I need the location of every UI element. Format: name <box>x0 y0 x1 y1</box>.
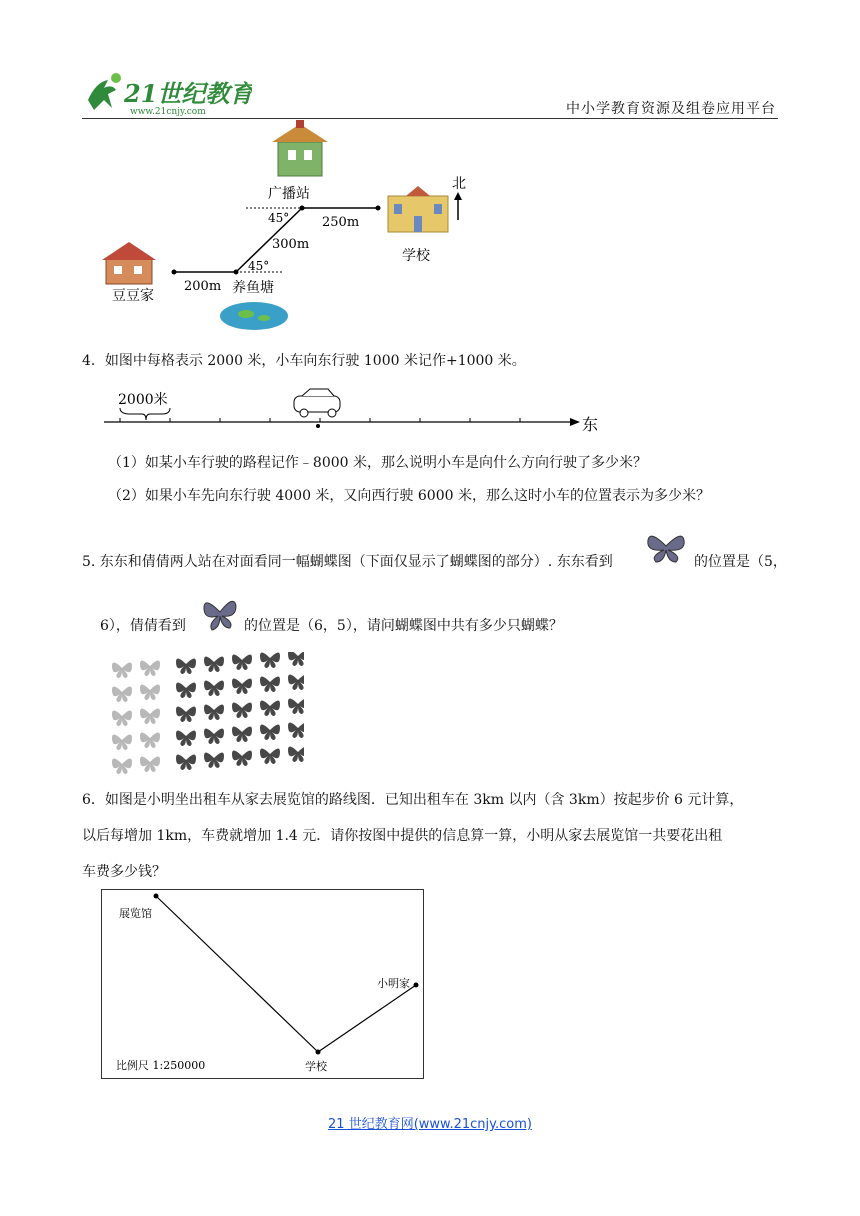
distance-200: 200m <box>184 279 222 294</box>
school-icon <box>388 186 448 232</box>
north-arrow-icon <box>454 192 462 200</box>
scale-text: 比例尺 1:250000 <box>116 1059 206 1072</box>
station-label: 广播站 <box>268 186 310 202</box>
butterfly-mark <box>204 752 224 768</box>
car-icon <box>294 389 340 417</box>
butterfly-mark <box>288 652 304 666</box>
taxi-route-map <box>101 889 425 1080</box>
butterfly-icon <box>644 526 690 566</box>
school-label: 学校 <box>402 248 430 264</box>
platform-name: 中小学教育资源及组卷应用平台 <box>566 101 776 117</box>
question-5-line-1b: 的位置是（5， <box>694 554 787 570</box>
butterfly-mark <box>140 732 160 748</box>
school-point <box>316 1050 321 1055</box>
butterfly-mark <box>232 654 252 670</box>
butterfly-mark <box>232 726 252 742</box>
butterfly-mark <box>176 706 196 722</box>
butterfly-mark <box>204 728 224 744</box>
header-divider <box>82 118 778 119</box>
butterfly-mark <box>260 748 280 764</box>
question-6-line-1: 6．如图是小明坐出租车从家去展览馆的路线图．已知出租车在 3km 以内（含 3km）按起步价 6 元计算， <box>82 792 744 808</box>
scale-label: 2000米 <box>118 392 168 408</box>
butterfly-mark <box>260 676 280 692</box>
butterfly-mark <box>232 750 252 766</box>
butterfly-mark <box>232 678 252 694</box>
question-6-line-2: 以后每增加 1km，车费就增加 1.4 元．请你按图中提供的信息算一算，小明从家去展览馆一共要花出租 <box>82 828 723 844</box>
north-label: 北 <box>452 176 466 192</box>
number-line <box>100 386 600 436</box>
butterfly-grid <box>104 652 304 778</box>
butterfly-mark <box>112 686 132 702</box>
butterfly-mark <box>232 702 252 718</box>
east-label: 东 <box>582 415 599 434</box>
school-label-2: 学校 <box>305 1060 327 1073</box>
butterfly-mark <box>288 746 304 762</box>
museum-point <box>154 894 159 899</box>
question-6-line-3: 车费多少钱？ <box>82 864 166 880</box>
butterfly-icon-2 <box>200 592 240 632</box>
logo-text: 21世纪教育 <box>124 79 252 108</box>
butterfly-mark <box>204 656 224 672</box>
butterfly-mark <box>260 724 280 740</box>
butterfly-mark <box>204 680 224 696</box>
distance-250: 250m <box>322 215 360 230</box>
butterfly-mark <box>140 660 160 676</box>
butterfly-mark <box>288 722 304 738</box>
site-logo <box>82 70 252 120</box>
butterfly-mark <box>112 710 132 726</box>
butterfly-mark <box>176 754 196 770</box>
angle-top: 45° <box>268 211 290 225</box>
butterfly-mark <box>176 658 196 674</box>
butterfly-mark <box>140 708 160 724</box>
pond-icon <box>220 302 288 330</box>
butterfly-mark <box>112 734 132 750</box>
question-5-line-2a: 6），倩倩看到 <box>100 618 186 634</box>
question-4-part-1: （1）如某小车行驶的路程记作﹣8000 米，那么说明小车是向什么方向行驶了多少米？ <box>108 455 647 471</box>
home-label: 豆豆家 <box>112 288 154 304</box>
question-5-line-1a: 5. 东东和倩倩两人站在对面看同一幅蝴蝶图（下面仅显示了蝴蝶图的部分）. 东东看到 <box>82 554 613 570</box>
butterfly-mark <box>288 698 304 714</box>
question-5-line-2b: 的位置是（6，5），请问蝴蝶图中共有多少只蝴蝶？ <box>244 618 563 634</box>
museum-label: 展览馆 <box>119 907 152 920</box>
butterfly-mark <box>260 700 280 716</box>
butterfly-mark <box>140 756 160 772</box>
butterfly-mark <box>176 730 196 746</box>
broadcast-station-icon <box>272 120 328 176</box>
butterfly-mark <box>260 652 280 668</box>
butterfly-mark <box>140 684 160 700</box>
butterfly-mark <box>176 682 196 698</box>
question-4: 4．如图中每格表示 2000 米，小车向东行驶 1000 米记作+1000 米。 <box>82 353 526 369</box>
route-map <box>96 120 496 340</box>
butterfly-mark <box>204 704 224 720</box>
footer-link[interactable]: 21 世纪教育网(www.21cnjy.com) <box>328 1117 532 1132</box>
butterfly-mark <box>112 758 132 774</box>
butterfly-mark <box>288 674 304 690</box>
logo-url: www.21cnjy.com <box>130 107 206 117</box>
pond-label: 养鱼塘 <box>232 280 274 296</box>
butterfly-mark <box>112 662 132 678</box>
home-label-2: 小明家 <box>377 977 410 990</box>
home-icon <box>102 242 156 284</box>
distance-300: 300m <box>272 237 310 252</box>
angle-bottom: 45° <box>248 259 270 273</box>
question-4-part-2: （2）如果小车先向东行驶 4000 米，又向西行驶 6000 米，那么这时小车的位置表示为多少米？ <box>108 488 710 504</box>
home-point <box>414 983 419 988</box>
